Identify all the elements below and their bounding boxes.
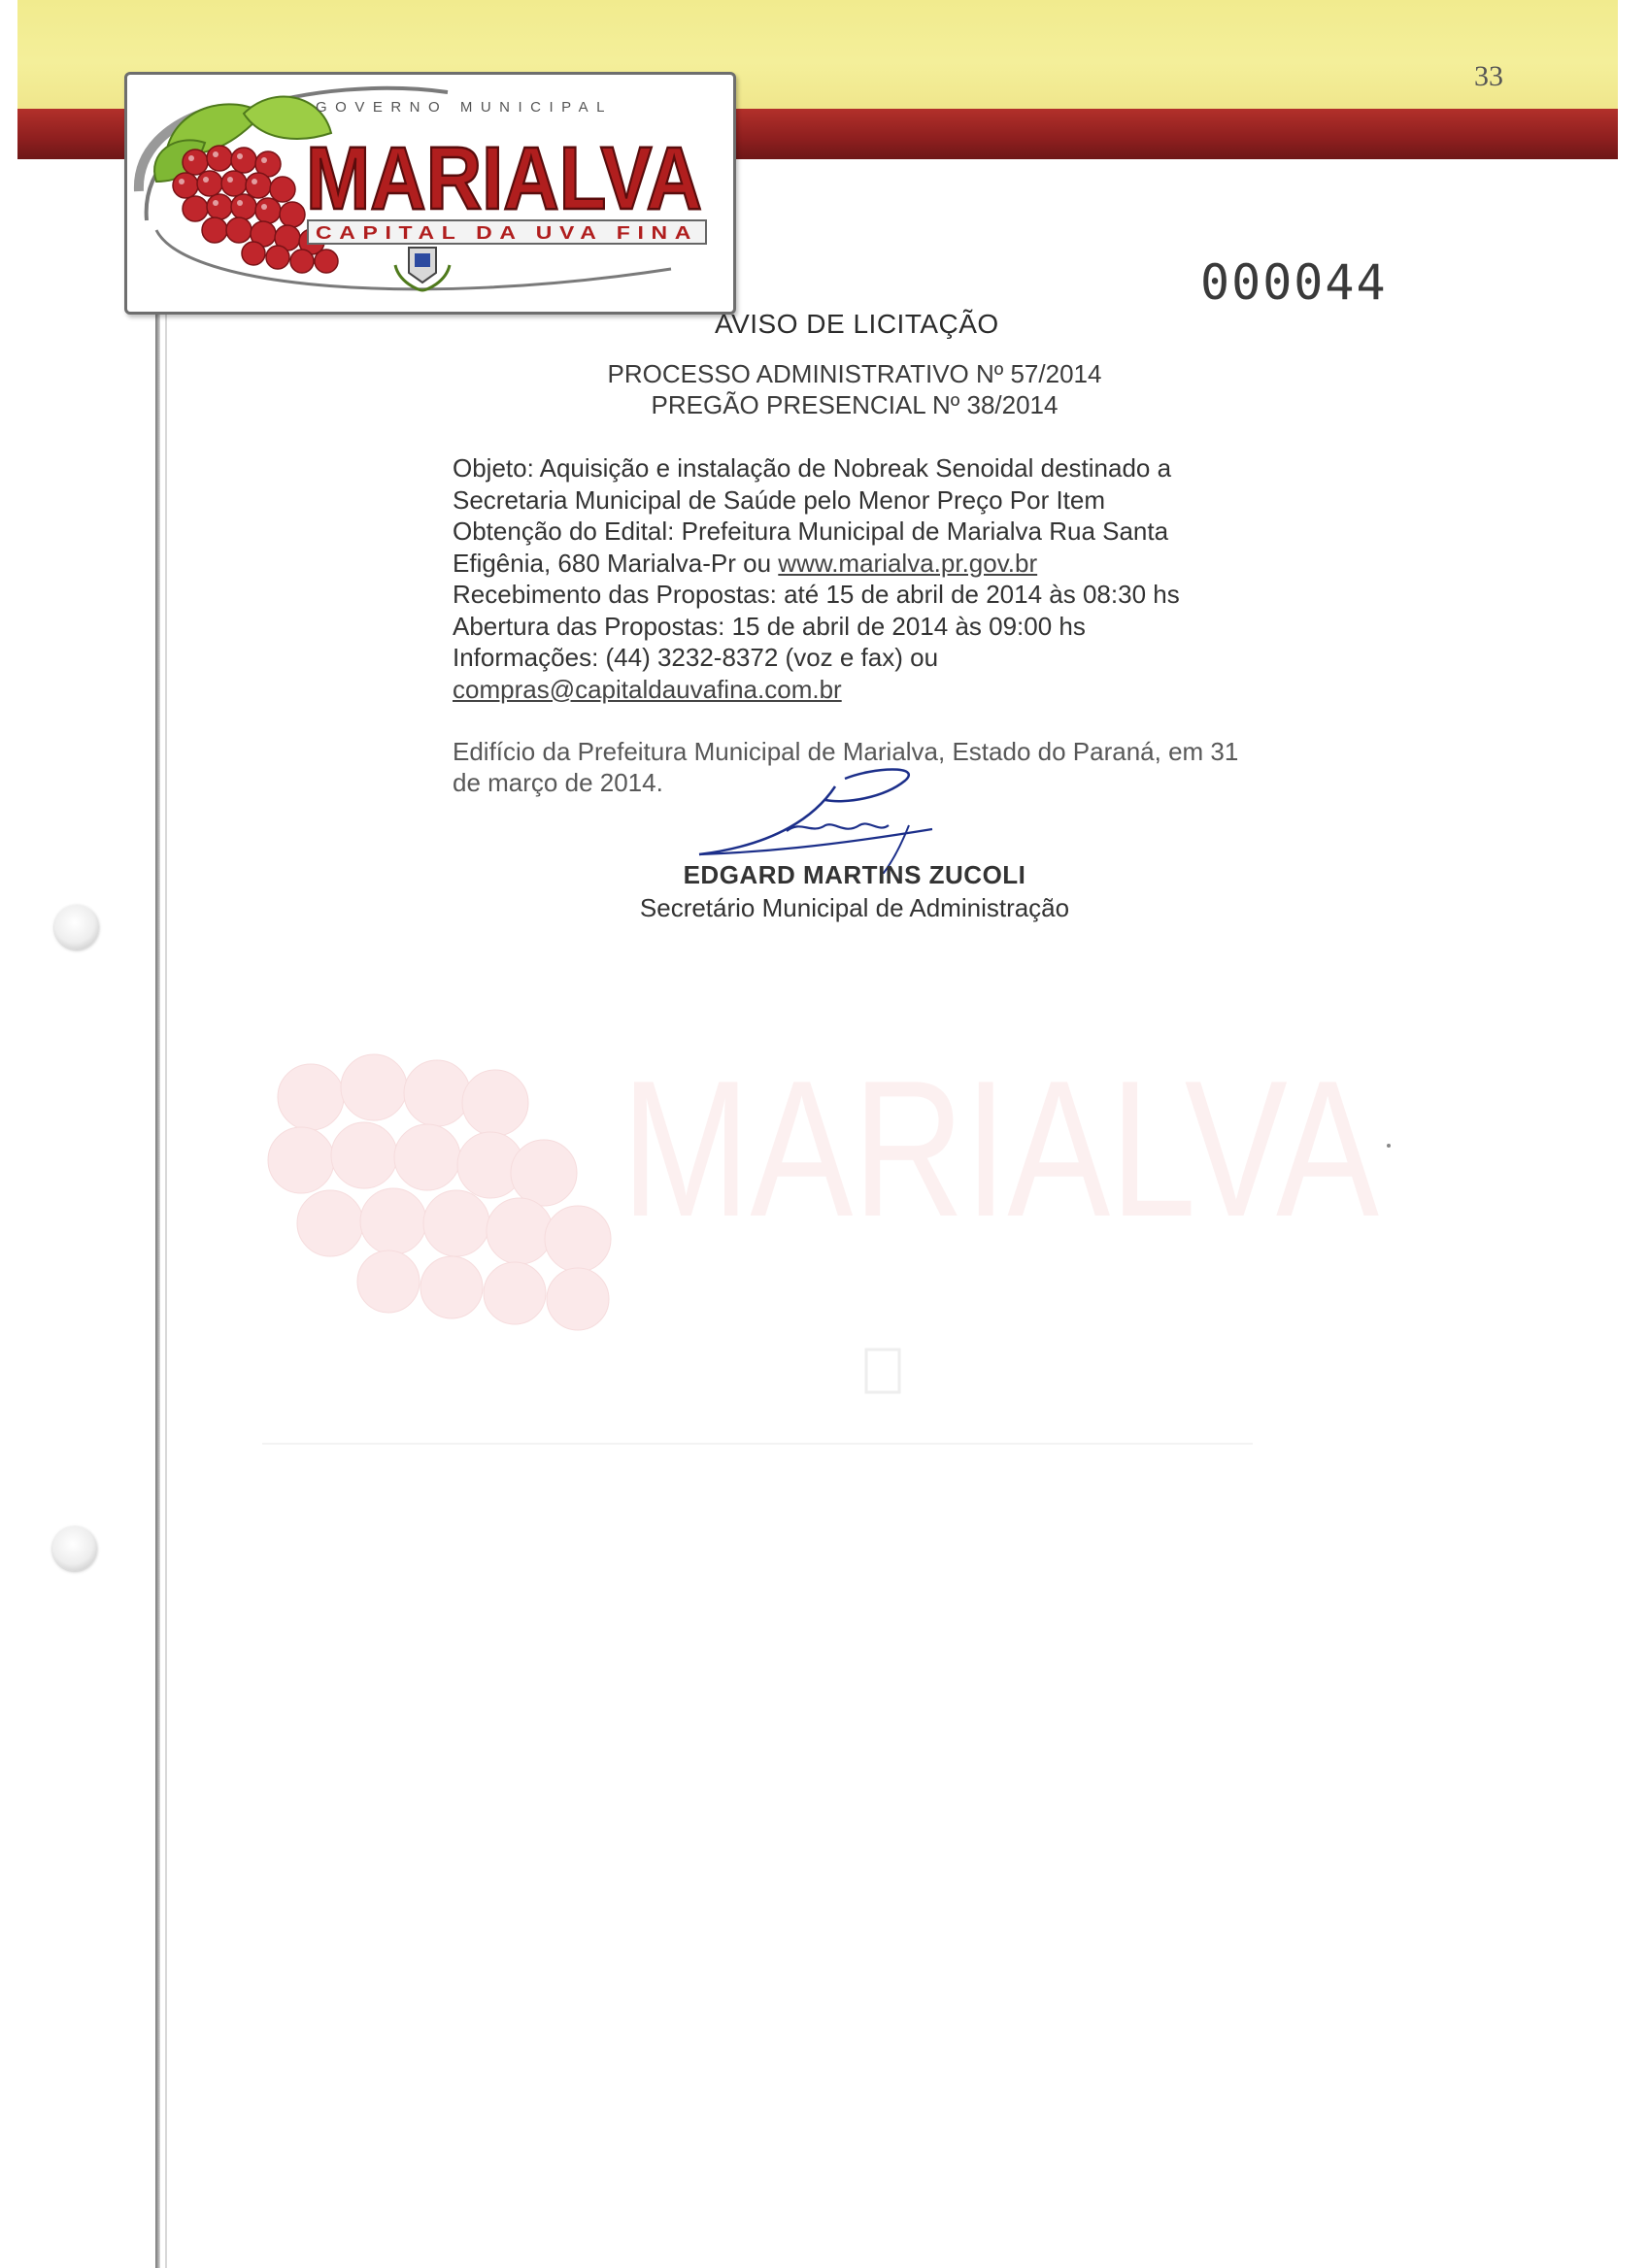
process-number: PROCESSO ADMINISTRATIVO Nº 57/2014 [607,359,1102,388]
address-line [453,548,1327,580]
binder-margin-rule-shadow [165,309,167,2268]
receipt-line: Recebimento das Propostas: até 15 de abril de 2014 às 08:30 hs [453,580,1180,609]
municipal-logo-graphic [127,75,733,312]
watermark-text: MARIALVA [622,1041,1380,1257]
email-link[interactable]: compras@capitaldauvafina.com.br [453,674,842,704]
edital-line: Obtenção do Edital: Prefeitura Municipal de Marialva Rua Santa [453,517,1169,546]
closing-line-2: de março de 2014. [453,768,663,797]
address-text: Efigênia, 680 Marialva-Pr ou [453,548,772,578]
email-line [453,674,1327,706]
logo-name: MARIALVA [306,129,702,228]
notice-title: AVISO DE LICITAÇÃO [715,309,999,339]
punch-hole-lower [52,1526,97,1571]
auction-number: PREGÃO PRESENCIAL Nº 38/2014 [651,390,1059,419]
object-line-continued: Secretaria Municipal de Saúde pelo Menor Preço Por Item [453,484,1106,515]
page-number: 33 [1474,60,1503,92]
handwritten-signature [680,757,952,874]
binder-margin-rule [155,309,160,2268]
opening-line: Abertura das Propostas: 15 de abril de 2014 às 09:00 hs [453,611,1086,641]
watermark-baseline [262,1443,1253,1445]
signatory-name: EDGARD MARTINS ZUCOLI [683,860,1026,889]
info-line: Informações: (44) 3232-8372 (voz e fax) ou [453,643,939,672]
signatory-title: Secretário Municipal de Administração [639,893,1070,922]
logo-tagline: CAPITAL DA UVA FINA [316,223,698,243]
marialva-watermark [252,990,1515,1456]
logo-top-line: GOVERNO MUNICIPAL [316,99,613,116]
registration-number: 000044 [1200,254,1388,311]
closing-line-1: Edifício da Prefeitura Municipal de Marialva, Estado do Paraná, em 31 [453,737,1239,766]
website-link[interactable]: www.marialva.pr.gov.br [778,548,1038,578]
object-line: Objeto: Aquisição e instalação de Nobreak Senoidal destinado a [453,453,1172,483]
municipal-logo [124,72,736,315]
scan-speck [1387,1144,1391,1148]
punch-hole-upper [54,905,99,950]
notice-body [453,452,1327,705]
